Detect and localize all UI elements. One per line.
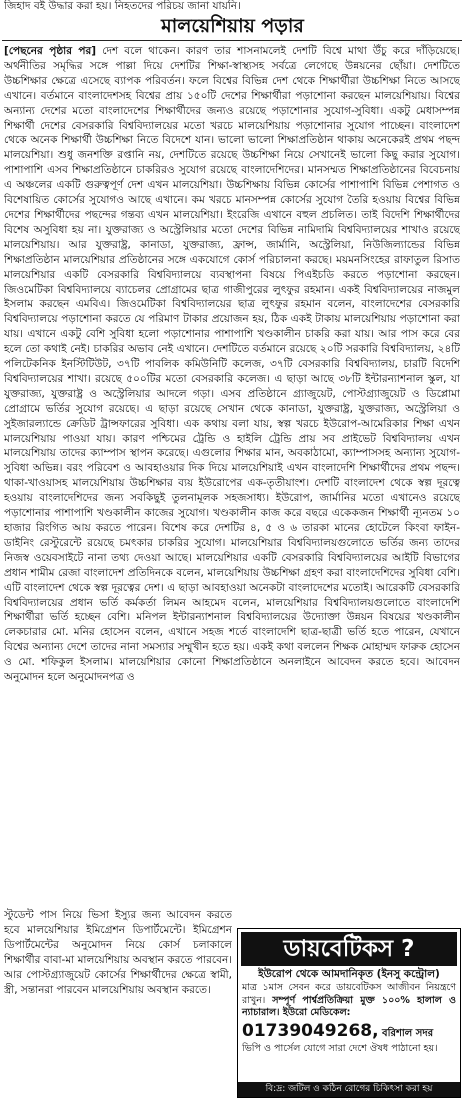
ad-contact (238, 1020, 460, 1043)
article-tail: স্টুডেন্ট পাস নিয়ে ভিসা ইস্যুর জন্য আবেদন করতে হবে মালয়েশিয়ার ইমিগ্রেশন ডিপার্টমেন্টে। ইমিগ্রেশন ডিপার্টমেন্টের অনুমোদন নিয়ে কোর্স চলাকালে শিক্ষার্থীর বাবা-মা মালয়েশিয়ায় অবস্থান করতে পারবেন। আর পোস্টগ্র্যাজুয়েট কোর্সের শিক্ষার্থীদের ক্ষেত্রে স্বামী, স্ত্রী, সন্তানরা পারবেন মালয়েশিয়ায় অবস্থান করতে। (4, 909, 232, 996)
ad-title: ডায়বেটিকস ? (241, 932, 457, 966)
ad-body (238, 981, 460, 1020)
continued-tag: [পেছনের পৃষ্ঠার পর] (4, 45, 97, 57)
ad-body-bold: সম্পূর্ণ পার্শ্বপ্রতিক্রিয়া মুক্ত ১০০% হালাল ও ন্যাচারাল। ইউরো মেডিকেল: (242, 994, 456, 1018)
ad-subtitle: ইউরোপ থেকে আমদানিকৃত (ইনসু কন্ট্রোল) (258, 968, 440, 980)
article-text: দেশ বলে থাকেন। কারণ তার শাসনামলেই দেশটি বিশ্বে মাথা উঁচু করে দাঁড়িয়েছে। অর্থনীতির সমৃদ্ধির সঙ্গে পাল্লা দিয়ে দেশটির শিক্ষা-স্বাস্থ্যসহ সর্বত্রে লেগেছে উন্নয়নের ছোঁয়া। দেশটিতে উচ্চশিক্ষার ক্ষেত্রে এসেছে ব্যাপক পরিবর্তন। ফলে বিশ্বের বিভিন্ন দেশ থেকে শিক্ষার্থীরা উচ্চশিক্ষা নিতে আসছে এখানে। বর্তমানে বাংলাদেশসহ বিশ্বের প্রায় ১৫০টি দেশের শিক্ষার্থীরা পড়াশোনা করছেন মালয়েশিয়ায়। বিশ্বের অন্যান্য দেশের মতো বাংলাদেশের শিক্ষার্থীদের জন্যও রয়েছে পড়াশোনার সুযোগ-সুবিধা। একটু মেধাসম্পন্ন শিক্ষার্থী দেশের বেসরকারি বিশ্ববিদ্যালয়ের মতো খরচে মালয়েশিয়ায় পড়াশোনার সুযোগ পাচ্ছেন। বাংলাদেশ থেকে অনেক শিক্ষার্থী উচ্চশিক্ষা নিতে বিদেশে যান। ভালো ভালো শিক্ষাপ্রতিষ্ঠান থাকায় অনেকেরই প্রথম পছন্দ মালয়েশিয়া। শুধু জনশক্তি রপ্তানি নয়, দেশটিতে রয়েছে উচ্চশিক্ষা নিয়ে সেখানেই ভালো কিছু করার সুযোগ। পাশাপাশি এসব শিক্ষাপ্রতিষ্ঠানে চাকরিরও সুযোগ রয়েছে বাংলাদেশিদের। মানসম্মত শিক্ষাপ্রতিষ্ঠানের বিবেচনায় এ অঞ্চলের একটি গুরুত্বপূর্ণ দেশ এখন মালয়েশিয়া। উচ্চশিক্ষায় বিভিন্ন কোর্সের পাশাপাশি বিভিন্ন পেশাগত ও বিশেষায়িত কোর্সের সুযোগও আছে এখানে। কম খরচে মানসম্পন্ন কোর্সের সুযোগ তৈরি হওয়ায় বিশ্বের বিভিন্ন দেশের শিক্ষার্থীদের পছন্দের গন্তব্য এখন মালয়েশিয়া। ইংরেজি এখানে বহুল প্রচলিত। তাই বিদেশি শিক্ষার্থীদের বিশেষ অসুবিধা হয় না। যুক্তরাজ্য ও অস্ট্রেলিয়ার মতো দেশের বিভিন্ন নামিদামি বিশ্ববিদ্যালয়ের শাখাও রয়েছে মালয়েশিয়ায়। আর যুক্তরাষ্ট্র, কানাডা, যুক্তরাজ্য, ফ্রান্স, জার্মানি, অস্ট্রেলিয়া, নিউজিল্যান্ডের বিভিন্ন শিক্ষাপ্রতিষ্ঠান মালয়েশিয়ার প্রতিষ্ঠানের সঙ্গে একযোগে কোর্স পরিচালনা করছে। ময়মনসিংহের রাফাতুল রিসাত মালয়েশিয়ার একটি বেসরকারি বিশ্ববিদ্যালয়ে ব্যবস্থাপনা বিষয়ে পিএইচডি করতে পড়াশোনা করছেন। জিওমেটিকা বিশ্ববিদ্যালয়ে ব্যাচেলর প্রোগ্রামের ছাত্র গাজীপুরের লুৎফুর রহমান। একই বিশ্ববিদ্যালয়ের নাজমুল ইসলাম করছেন এমবিএ। জিওমেটিকা বিশ্ববিদ্যালয়ের ছাত্র লুৎফুর রহমান বলেন, বাংলাদেশের বেসরকারি বিশ্ববিদ্যালয়ে পড়াশোনা করতে যে পরিমাণ টাকার প্রয়োজন হয়, ঠিক একই টাকায় মালয়েশিয়ায় পড়াশোনা করা যায়। এখানে একটু বেশি সুবিধা হলো পড়াশোনার পাশাপাশি খণ্ডকালীন চাকরি করা যায়। আর পাস করে বের হলে তো কথাই নেই। চাকরির অভাব নেই এখানে। দেশটিতে বর্তমানে রয়েছে ২০টি সরকারি বিশ্ববিদ্যালয়, ২৪টি পলিটেকনিক ইনস্টিটিউট, ৩৭টি পাবলিক কমিউনিটি কলেজ, ৩৭টি বেসরকারি বিশ্ববিদ্যালয়, চারটি বিদেশি বিশ্ববিদ্যালয়ের শাখা। রয়েছে ৫০০টির মতো বেসরকারি কলেজ। এ ছাড়া আছে ৩৮টি ইন্টারন্যাশনাল স্কুল, যা যুক্তরাজ্য, যুক্তরাষ্ট্র ও অস্ট্রেলিয়ার আদলে গড়া। এসব প্রতিষ্ঠানে গ্র্যাজুয়েট, পোস্টগ্র্যাজুয়েট ও ডিপ্লোমা প্রোগ্রামে ভর্তির সুযোগ রয়েছে। এ ছাড়া রয়েছে সেখান থেকে কানাডা, যুক্তরাষ্ট্র, যুক্তরাজ্য, অস্ট্রেলিয়া ও সুইজারল্যান্ডে ক্রেডিট ট্রান্সফারের সুবিধা। এক কথায় বলা যায়, স্বল্প খরচে ইউরোপ-আমেরিকার শিক্ষা এখন মালয়েশিয়ায় পাওয়া যায়। কারণ পশ্চিমের ট্রেন্ডি ও হাইলি ট্রেন্ডি প্রায় সব প্রাইভেট বিশ্ববিদ্যালয় এখন মালয়েশিয়ায় তাদের ক্যাম্পাস স্থাপন করেছে। এগুলোর শিক্ষার মান, অবকাঠামো, ক্যাম্পাসসহ অন্যান্য সুযোগ-সুবিধা অভিন্ন। বরং পরিবেশ ও আবহাওয়ার দিক দিয়ে মালয়েশিয়াই এখন বাংলাদেশি শিক্ষার্থীদের প্রথম পছন্দ। থাকা-খাওয়াসহ মালয়েশিয়ায় উচ্চশিক্ষার ব্যয় ইউরোপের এক-তৃতীয়াংশ। দেশটি বাংলাদেশ থেকে স্বল্প দূরত্বে হওয়ায় বাংলাদেশিদের জন্য সবকিছুই তুলনামূলক সহজসাধ্য। ইউরোপ, জার্মানির মতো এখানেও রয়েছে পড়াশোনার পাশাপাশি খণ্ডকালীন কাজের সুযোগ। খণ্ডকালীন কাজ করে বছরে একেকজন শিক্ষার্থী ন্যূনতম ১০ হাজার রিংগিত আয় করতে পারেন। বিশেষ করে দেশটির ৪, ৫ ও ৬ তারকা মানের হোটেলে কিংবা ফাইন-ডাইনিং রেস্টুরেন্টে রয়েছে চমৎকার চাকরির সুযোগ। মালয়েশিয়ার বিশ্ববিদ্যালয়গুলোতে ভর্তির জন্য তাদের নিজস্ব ওয়েবসাইটে নানা তথ্য দেওয়া আছে। মালয়েশিয়ার একটি বেসরকারি বিশ্ববিদ্যালয়ের আইটি বিভাগের প্রধান শামীম রেজা বাংলাদেশ প্রতিদিনকে বলেন, মালয়েশিয়ায় উচ্চশিক্ষা গ্রহণ করা বাংলাদেশিদের সুবিধা বেশি। এটি বাংলাদেশ থেকে স্বল্প দূরত্বের দেশ। এ ছাড়া আবহাওয়া অনেকটা বাংলাদেশের মতোই। আরেকটি বেসরকারি বিশ্ববিদ্যালয়ের প্রধান ভর্তি কর্মকর্তা লিমন আহমেদ বলেন, মালয়েশিয়ার বিশ্ববিদ্যালয়গুলোতে বাংলাদেশি শিক্ষার্থীরা ভর্তি হচ্ছেন বেশি। মনিপল ইন্টারন্যাশনাল বিশ্ববিদ্যালয়ের উদ্যোক্তা উন্নয়ন বিষয়ের খণ্ডকালীন লেকচারার মো. মনির হোসেন বলেন, এখানে সহজ শর্তে বাংলাদেশি ছাত্র-ছাত্রী ভর্তি হতে পারেন, যেখানে বিশ্বের অন্যান্য দেশে তাদের নানা সমস্যার সম্মুখীন হতে হয়। একই কথা বললেন শিক্ষক মোহাম্মদ ফারুক হোসেন ও মো. শফিকুল ইসলাম। মালয়েশিয়ার কোনো শিক্ষাপ্রতিষ্ঠানে অনলাইনে আবেদন করতে হবে। আবেদন অনুমোদন হলে অনুমোদনপত্র ও (4, 45, 460, 684)
article-headline: মালয়েশিয়ায় পড়ার (161, 15, 304, 37)
ad-phone-number: 01739049268, (242, 1020, 379, 1041)
ad-footer: বি:দ্র: জটিল ও কঠিন রোগের চিকিৎসা করা হয় (238, 1082, 460, 1097)
ad-shipping-note: ভিপি ও পার্সেল যোগে সারা দেশে ঔষধ পাঠানো হয়। (242, 1042, 438, 1054)
diabetes-advertisement (237, 928, 461, 1098)
headline-divider (2, 40, 462, 41)
ad-city: বরিশাল সদর (378, 1027, 434, 1039)
previous-article-fragment: জিহাদ বই উদ্ধার করা হয়। নিহতদের পরিচয় জানা যায়নি। (4, 0, 241, 12)
ad-body-lead: মাত্র ১মাস সেবন করে ডায়বেটিকস আজীবন নিয়ন্ত্রণে রাখুন। (242, 982, 456, 1006)
article-body (4, 44, 460, 912)
